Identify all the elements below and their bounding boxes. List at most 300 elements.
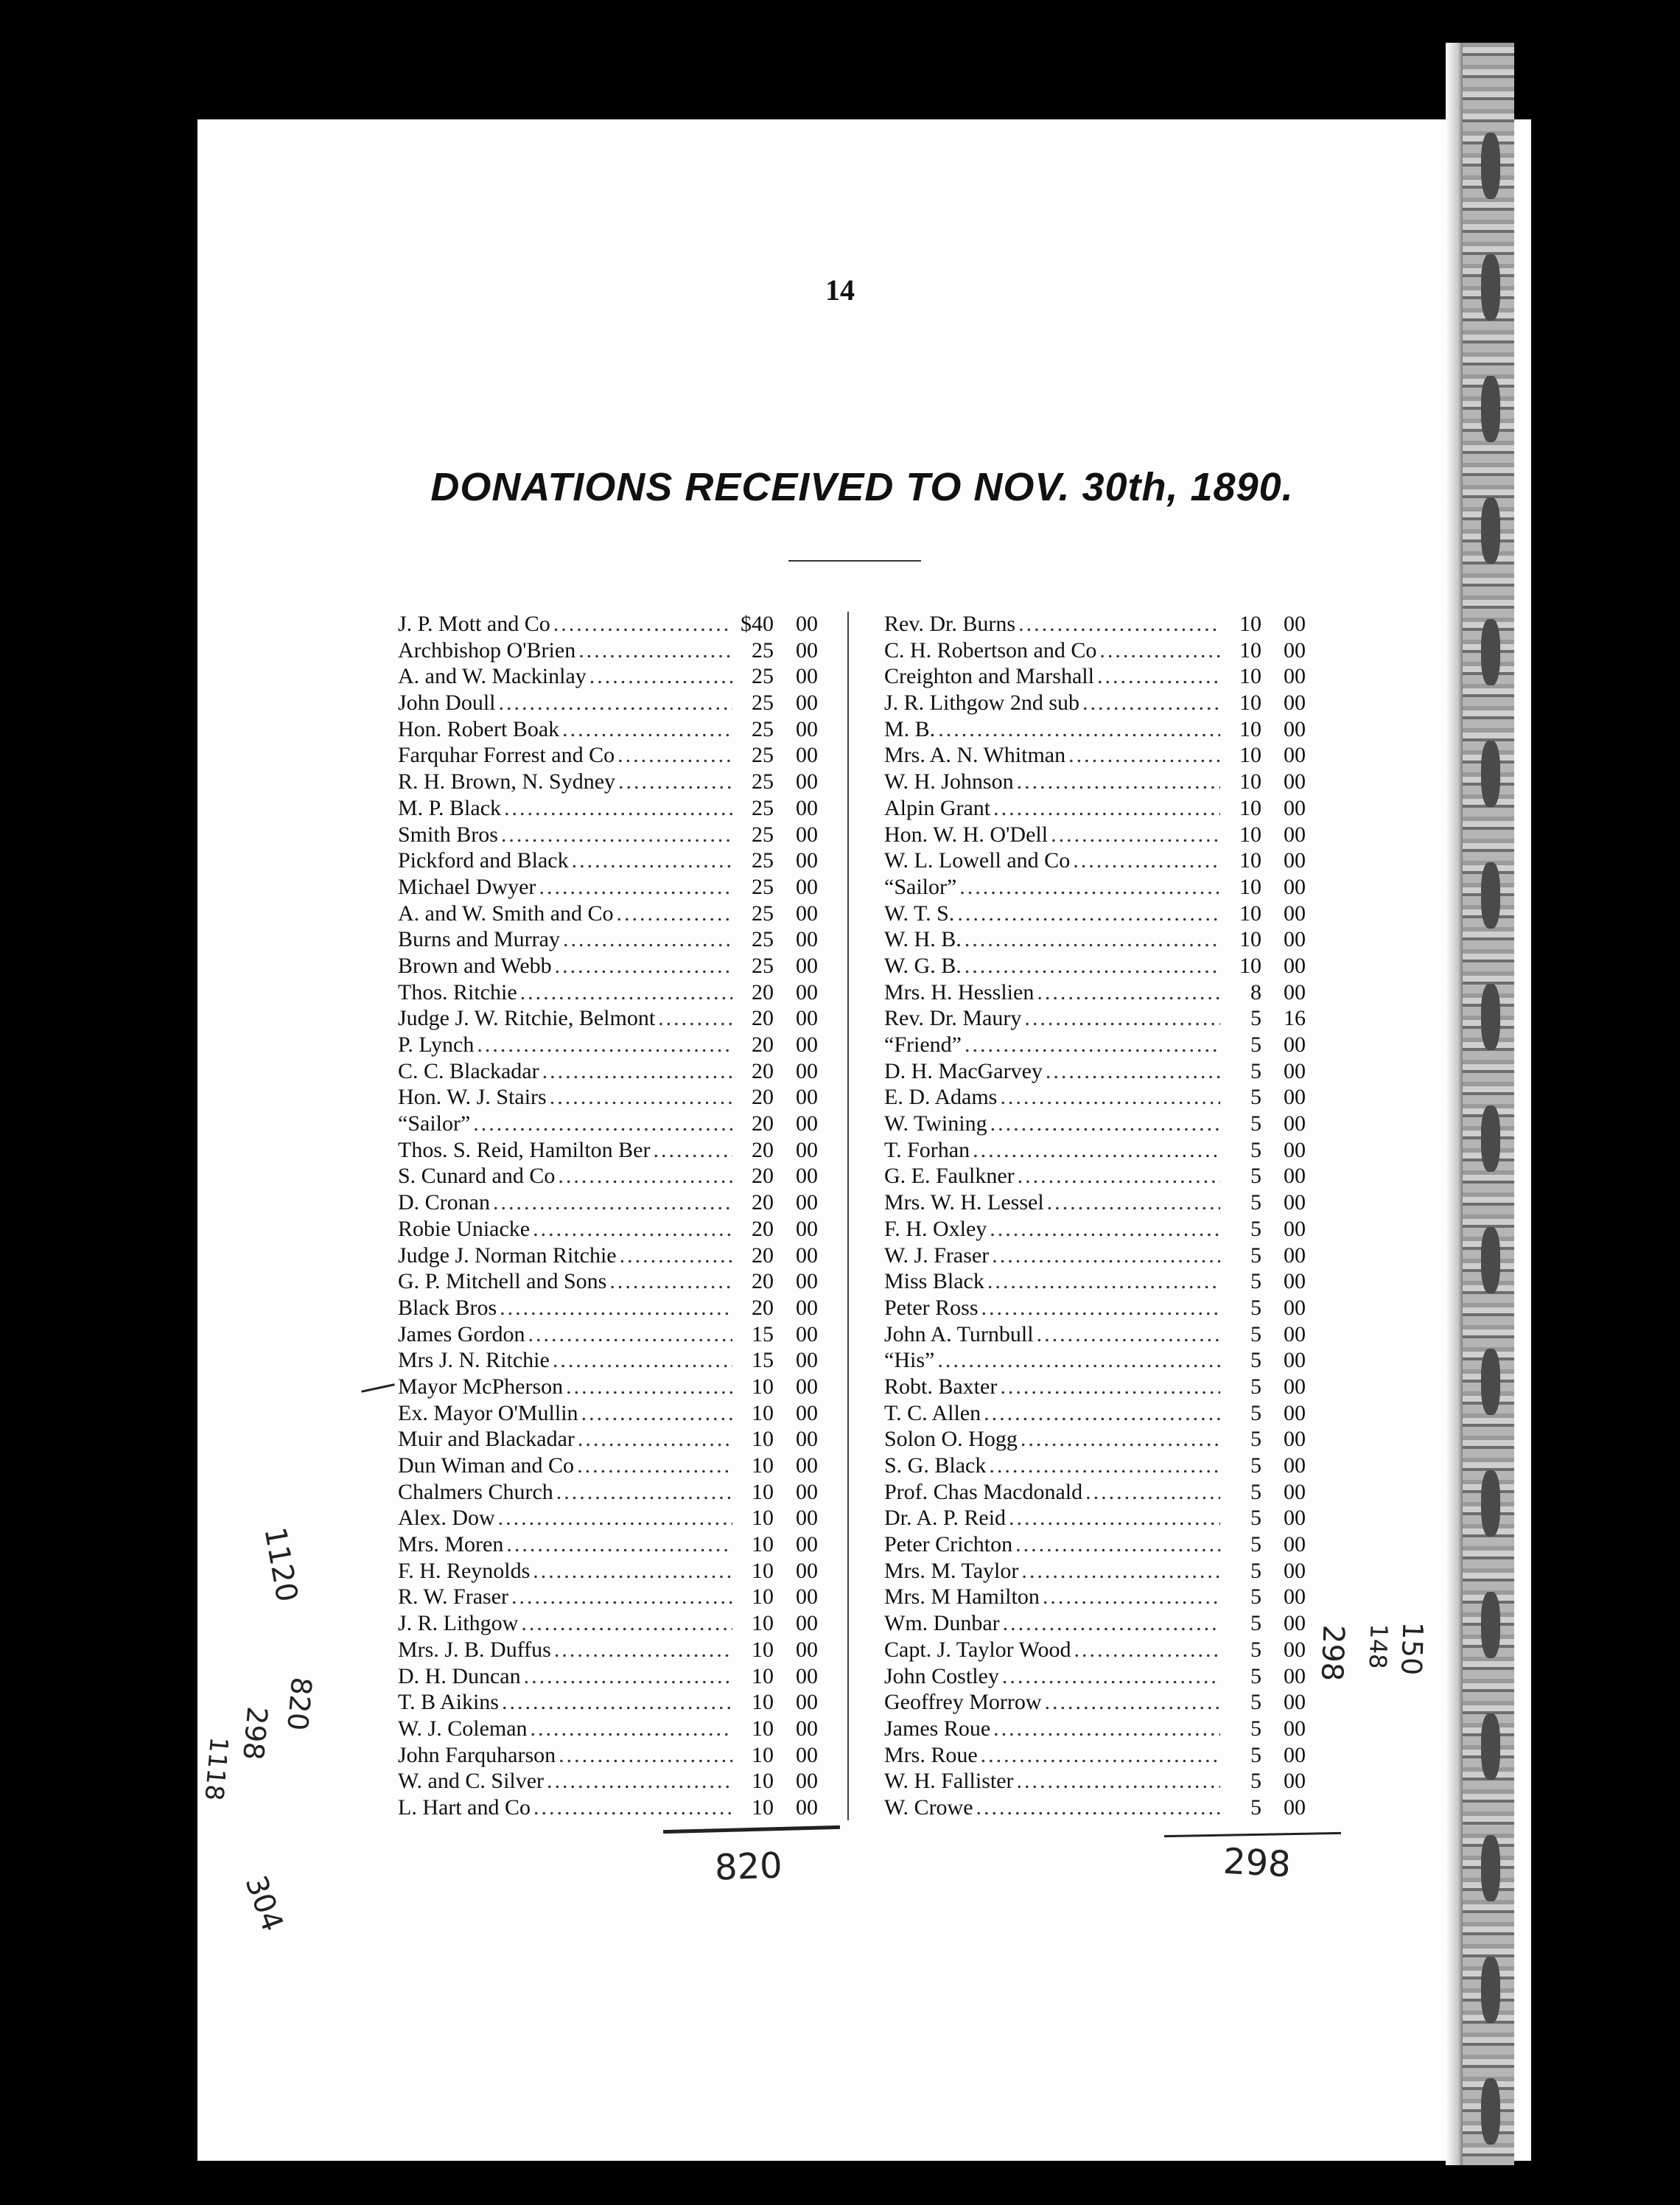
- amount-cents: 00: [1284, 1611, 1306, 1636]
- leader-dots: [938, 717, 1220, 742]
- leader-dots: [473, 1111, 732, 1136]
- donations-right-column: [884, 612, 1306, 1822]
- amount-dollars: 25: [752, 691, 774, 716]
- page-title: DONATIONS RECEIVED TO NOV. 30th, 1890.: [430, 465, 1294, 509]
- leader-dots: [531, 1716, 732, 1741]
- donation-row: [398, 769, 818, 796]
- donor-name: Rev. Dr. Maury: [884, 1006, 1022, 1031]
- donor-name: C. H. Robertson and Co: [884, 637, 1097, 663]
- binding-stitch: [1481, 1957, 1500, 2023]
- leader-dots: [553, 612, 732, 637]
- amount-cents: 00: [796, 1243, 818, 1268]
- amount-dollars: 10: [752, 1453, 774, 1478]
- amount-dollars: 20: [752, 979, 774, 1004]
- amount-dollars: 10: [1239, 612, 1261, 636]
- donation-row: [398, 822, 818, 849]
- donor-name: D. Cronan: [398, 1190, 490, 1215]
- donation-row: [398, 1611, 818, 1638]
- amount-dollars: 10: [752, 1427, 774, 1452]
- donation-row: [884, 1374, 1306, 1401]
- amount-cents: 00: [796, 1427, 818, 1452]
- donation-row: [884, 954, 1306, 980]
- donor-name: Mayor McPherson: [398, 1374, 564, 1399]
- amount-dollars: 5: [1250, 1164, 1261, 1189]
- amount-dollars: 20: [752, 1137, 774, 1162]
- donation-row: [884, 1480, 1306, 1506]
- donor-name: Miss Black: [884, 1269, 984, 1294]
- amount-dollars: 25: [752, 848, 774, 873]
- donor-name: Brown and Webb: [398, 953, 552, 978]
- amount-cents: 00: [796, 1400, 818, 1425]
- donor-name: Chalmers Church: [398, 1479, 553, 1504]
- handwritten-margin-note-g: 148: [1363, 1623, 1393, 1670]
- amount-cents: 00: [1284, 691, 1306, 716]
- donor-name: M. B.: [884, 716, 936, 741]
- donation-amount: [735, 954, 818, 979]
- donation-amount: [735, 1427, 818, 1452]
- leader-dots: [1074, 1638, 1220, 1663]
- donation-row: [398, 1769, 818, 1795]
- leader-dots: [589, 664, 732, 689]
- amount-cents: 00: [1284, 1506, 1306, 1531]
- donation-row: [398, 1006, 818, 1032]
- amount-dollars: 10: [752, 1637, 774, 1662]
- amount-cents: 00: [796, 637, 818, 663]
- leader-dots: [558, 1164, 732, 1189]
- leader-dots: [533, 1795, 732, 1820]
- donor-name: Dr. A. P. Reid: [884, 1506, 1007, 1531]
- donor-name: J. R. Lithgow: [398, 1611, 519, 1636]
- donor-name: Mrs. H. Hesslien: [884, 979, 1035, 1004]
- leader-dots: [1018, 612, 1220, 637]
- donation-amount: [735, 1795, 818, 1820]
- amount-dollars: 25: [752, 874, 774, 899]
- donor-name: A. and W. Mackinlay: [398, 664, 587, 689]
- leader-dots: [566, 1374, 732, 1399]
- donor-name: Wm. Dunbar: [884, 1611, 1000, 1636]
- donation-row: [398, 1032, 818, 1059]
- donor-name: Peter Ross: [884, 1295, 979, 1320]
- donation-row: [884, 875, 1306, 901]
- leader-dots: [617, 901, 732, 926]
- donation-amount: [1223, 1138, 1306, 1163]
- amount-dollars: 5: [1250, 1269, 1261, 1294]
- amount-dollars: 25: [752, 769, 774, 794]
- leader-dots: [993, 796, 1220, 821]
- amount-cents: 00: [796, 612, 818, 636]
- donor-name: Thos. Ritchie: [398, 979, 517, 1004]
- donation-amount: [1223, 743, 1306, 768]
- donation-amount: [1223, 1164, 1306, 1189]
- amount-cents: 00: [796, 1295, 818, 1320]
- donation-row: [398, 664, 818, 691]
- leader-dots: [581, 1401, 732, 1426]
- donation-amount: [735, 1506, 818, 1531]
- amount-cents: 00: [1284, 795, 1306, 820]
- amount-cents: 00: [1284, 769, 1306, 794]
- donation-row: [884, 1190, 1306, 1217]
- amount-cents: 00: [796, 1795, 818, 1820]
- amount-dollars: 10: [1239, 691, 1261, 716]
- amount-dollars: 5: [1250, 1427, 1261, 1452]
- amount-dollars: 10: [752, 1584, 774, 1610]
- donation-amount: [735, 1664, 818, 1689]
- donation-row: [398, 1532, 818, 1559]
- amount-dollars: 10: [752, 1690, 774, 1715]
- donor-name: Mrs. J. B. Duffus: [398, 1637, 551, 1662]
- donation-row: [398, 1243, 818, 1270]
- donor-name: S. Cunard and Co: [398, 1164, 556, 1189]
- donation-amount: [735, 1611, 818, 1636]
- amount-dollars: 20: [752, 1243, 774, 1268]
- donation-row: [884, 980, 1306, 1007]
- donation-row: [398, 1348, 818, 1374]
- donation-row: [884, 1769, 1306, 1795]
- amount-dollars: 25: [752, 716, 774, 741]
- leader-dots: [521, 1611, 732, 1636]
- amount-dollars: 25: [752, 637, 774, 663]
- donation-amount: [1223, 691, 1306, 716]
- donor-name: Hon. W. J. Stairs: [398, 1085, 547, 1110]
- amount-dollars: 20: [752, 1006, 774, 1031]
- amount-dollars: 10: [1239, 637, 1261, 663]
- leader-dots: [506, 1532, 732, 1557]
- donation-amount: [735, 1769, 818, 1794]
- amount-cents: 00: [1284, 1558, 1306, 1583]
- leader-dots: [554, 1638, 732, 1663]
- donation-amount: [1223, 1453, 1306, 1478]
- donation-row: [398, 927, 818, 954]
- donor-name: “Sailor”: [884, 874, 957, 899]
- leader-dots: [1003, 1611, 1220, 1636]
- leader-dots: [539, 875, 732, 900]
- amount-dollars: 5: [1250, 1532, 1261, 1557]
- leader-dots: [1021, 1427, 1220, 1452]
- amount-cents: 00: [1284, 1453, 1306, 1478]
- amount-cents: 00: [1284, 1532, 1306, 1557]
- donation-row: [398, 1138, 818, 1164]
- donation-amount: [1223, 1059, 1306, 1084]
- donation-row: [398, 1690, 818, 1716]
- amount-cents: 00: [796, 1085, 818, 1110]
- donor-name: R. H. Brown, N. Sydney: [398, 769, 616, 794]
- leader-dots: [493, 1190, 732, 1215]
- donation-row: [398, 1795, 818, 1822]
- amount-dollars: 20: [752, 1032, 774, 1057]
- leader-dots: [1021, 1559, 1220, 1584]
- donation-row: [884, 1690, 1306, 1716]
- leader-dots: [1015, 1532, 1220, 1557]
- amount-dollars: 10: [1239, 664, 1261, 689]
- donation-row: [398, 901, 818, 928]
- amount-dollars: 5: [1250, 1742, 1261, 1767]
- leader-dots: [528, 1322, 732, 1347]
- leader-dots: [1000, 1085, 1220, 1110]
- donation-row: [398, 612, 818, 638]
- donor-name: “Sailor”: [398, 1111, 471, 1136]
- amount-cents: 00: [1284, 1663, 1306, 1688]
- amount-cents: 00: [796, 795, 818, 820]
- amount-dollars: 10: [1239, 927, 1261, 952]
- donation-amount: [1223, 1427, 1306, 1452]
- donation-row: [884, 1085, 1306, 1111]
- donor-name: Pickford and Black: [398, 848, 569, 873]
- leader-dots: [959, 875, 1220, 900]
- amount-cents: 00: [796, 953, 818, 978]
- leader-dots: [477, 1032, 732, 1058]
- donation-amount: [1223, 1611, 1306, 1636]
- donation-row: [884, 691, 1306, 717]
- amount-dollars: 10: [1239, 795, 1261, 820]
- donor-name: Alex. Dow: [398, 1506, 495, 1531]
- handwritten-right-total: 298: [1222, 1840, 1292, 1886]
- donation-amount: [1223, 1006, 1306, 1031]
- leader-dots: [620, 1243, 732, 1268]
- leader-dots: [1037, 1322, 1220, 1347]
- leader-dots: [1043, 1584, 1220, 1610]
- donation-amount: [735, 1743, 818, 1768]
- amount-cents: 00: [1284, 743, 1306, 768]
- donor-name: Creighton and Marshall: [884, 664, 1094, 689]
- amount-dollars: 5: [1250, 1506, 1261, 1531]
- amount-cents: 00: [1284, 953, 1306, 978]
- donor-name: “Friend”: [884, 1032, 962, 1057]
- donation-amount: [735, 717, 818, 742]
- amount-cents: 00: [1284, 1427, 1306, 1452]
- amount-cents: 00: [796, 1006, 818, 1031]
- donation-row: [884, 1638, 1306, 1664]
- donation-row: [884, 1453, 1306, 1480]
- amount-dollars: 10: [752, 1769, 774, 1794]
- title-rule: [788, 560, 921, 562]
- donor-name: Capt. J. Taylor Wood: [884, 1637, 1071, 1662]
- donation-amount: [1223, 1559, 1306, 1584]
- amount-cents: 00: [796, 822, 818, 847]
- amount-cents: 00: [796, 1374, 818, 1399]
- amount-dollars: 10: [1239, 769, 1261, 794]
- donation-amount: [1223, 1664, 1306, 1689]
- leader-dots: [1068, 743, 1220, 768]
- donor-name: Muir and Blackadar: [398, 1427, 575, 1452]
- amount-dollars: 5: [1250, 1769, 1261, 1794]
- donor-name: W. G. B.: [884, 953, 962, 978]
- leader-dots: [500, 1296, 732, 1321]
- amount-cents: 00: [796, 1584, 818, 1610]
- donor-name: W. J. Fraser: [884, 1243, 990, 1268]
- donor-name: G. P. Mitchell and Sons: [398, 1269, 607, 1294]
- amount-cents: 00: [1284, 874, 1306, 899]
- amount-cents: 00: [1284, 1479, 1306, 1504]
- donor-name: W. J. Coleman: [398, 1716, 528, 1741]
- amount-cents: 00: [796, 1506, 818, 1531]
- amount-cents: 00: [1284, 901, 1306, 926]
- leader-dots: [609, 1269, 732, 1294]
- amount-cents: 00: [796, 1611, 818, 1636]
- donation-row: [884, 1611, 1306, 1638]
- donation-row: [398, 1401, 818, 1428]
- donor-name: Robie Uniacke: [398, 1216, 531, 1241]
- amount-dollars: 10: [752, 1506, 774, 1531]
- amount-dollars: 20: [752, 1111, 774, 1136]
- donation-row: [884, 1164, 1306, 1190]
- amount-cents: 00: [796, 1637, 818, 1662]
- amount-dollars: 25: [752, 822, 774, 847]
- donor-name: Hon. W. H. O'Dell: [884, 822, 1049, 847]
- column-divider: [847, 612, 849, 1820]
- donation-row: [398, 1322, 818, 1349]
- handwritten-margin-note-h: 298: [1314, 1624, 1351, 1682]
- amount-cents: 00: [1284, 1348, 1306, 1373]
- donation-amount: [1223, 980, 1306, 1005]
- leader-dots: [501, 822, 732, 848]
- donation-amount: [735, 638, 818, 663]
- amount-dollars: 5: [1250, 1584, 1261, 1610]
- leader-dots: [658, 1006, 732, 1031]
- leader-dots: [542, 1059, 732, 1084]
- binding-stitch: [1481, 133, 1500, 199]
- donation-amount: [1223, 901, 1306, 926]
- donation-amount: [1223, 612, 1306, 637]
- leader-dots: [984, 1401, 1220, 1426]
- donor-name: Michael Dwyer: [398, 874, 536, 899]
- amount-dollars: 5: [1250, 1637, 1261, 1662]
- donation-row: [884, 612, 1306, 638]
- donation-amount: [735, 1243, 818, 1268]
- donor-name: R. W. Fraser: [398, 1584, 508, 1610]
- amount-cents: 00: [1284, 1742, 1306, 1767]
- amount-dollars: 25: [752, 927, 774, 952]
- amount-dollars: 20: [752, 1164, 774, 1189]
- donation-row: [398, 980, 818, 1007]
- amount-cents: 00: [1284, 1321, 1306, 1346]
- donation-row: [398, 1559, 818, 1585]
- leader-dots: [990, 1111, 1220, 1136]
- donor-name: Robt. Baxter: [884, 1374, 998, 1399]
- amount-dollars: 5: [1250, 1374, 1261, 1399]
- donation-amount: [1223, 1190, 1306, 1215]
- amount-dollars: 25: [752, 901, 774, 926]
- amount-dollars: 5: [1250, 1795, 1261, 1820]
- donation-row: [884, 1059, 1306, 1086]
- amount-cents: 00: [796, 1032, 818, 1057]
- leader-dots: [572, 848, 732, 873]
- donor-name: T. B Aikins: [398, 1690, 499, 1715]
- donation-row: [398, 638, 818, 665]
- amount-dollars: 25: [752, 795, 774, 820]
- donation-row: [398, 1743, 818, 1769]
- leader-dots: [533, 1559, 732, 1584]
- donation-amount: [1223, 1480, 1306, 1505]
- donor-name: F. H. Reynolds: [398, 1558, 531, 1583]
- donation-row: [884, 1506, 1306, 1532]
- donation-amount: [1223, 769, 1306, 794]
- amount-dollars: 5: [1250, 1716, 1261, 1741]
- donation-row: [884, 1296, 1306, 1322]
- donation-amount: [1223, 1769, 1306, 1794]
- amount-dollars: 5: [1250, 1453, 1261, 1478]
- donation-amount: [735, 796, 818, 821]
- donation-amount: [1223, 1032, 1306, 1058]
- donation-row: [398, 1085, 818, 1111]
- amount-dollars: 20: [752, 1295, 774, 1320]
- donor-name: M. P. Black: [398, 795, 502, 820]
- amount-dollars: 5: [1250, 1321, 1261, 1346]
- donation-amount: [1223, 1296, 1306, 1321]
- amount-dollars: 5: [1250, 1137, 1261, 1162]
- amount-cents: 00: [1284, 848, 1306, 873]
- donation-row: [884, 743, 1306, 769]
- donation-amount: [1223, 848, 1306, 873]
- donor-name: F. H. Oxley: [884, 1216, 987, 1241]
- amount-cents: 00: [796, 1558, 818, 1583]
- donor-name: Mrs. W. H. Lessel: [884, 1190, 1044, 1215]
- amount-dollars: 5: [1250, 1058, 1261, 1083]
- leader-dots: [1002, 1664, 1220, 1689]
- leader-dots: [1073, 848, 1220, 873]
- donation-row: [398, 1190, 818, 1217]
- leader-dots: [550, 1085, 732, 1110]
- donation-row: [884, 1243, 1306, 1270]
- donation-row: [884, 1743, 1306, 1769]
- amount-dollars: 10: [752, 1716, 774, 1741]
- leader-dots: [1051, 822, 1220, 848]
- amount-dollars: 25: [752, 953, 774, 978]
- amount-cents: 00: [1284, 1795, 1306, 1820]
- donation-amount: [1223, 796, 1306, 821]
- donation-amount: [1223, 1374, 1306, 1399]
- amount-cents: 00: [1284, 1295, 1306, 1320]
- binding-stitch: [1481, 1105, 1500, 1172]
- amount-dollars: 5: [1250, 1611, 1261, 1636]
- amount-dollars: 10: [752, 1400, 774, 1425]
- leader-dots: [520, 980, 732, 1005]
- donor-name: T. C. Allen: [884, 1400, 981, 1425]
- leader-dots: [1024, 1006, 1220, 1031]
- donation-row: [398, 1296, 818, 1322]
- donation-row: [884, 1795, 1306, 1822]
- amount-cents: 00: [1284, 1690, 1306, 1715]
- donation-row: [398, 1269, 818, 1296]
- leader-dots: [618, 769, 732, 794]
- donation-row: [884, 1006, 1306, 1032]
- amount-cents: 00: [796, 1479, 818, 1504]
- donation-row: [398, 1427, 818, 1453]
- donation-amount: [735, 1032, 818, 1058]
- amount-cents: 00: [1284, 1716, 1306, 1741]
- leader-dots: [1017, 769, 1220, 794]
- donor-name: Judge J. W. Ritchie, Belmont: [398, 1006, 656, 1031]
- amount-dollars: 10: [1239, 743, 1261, 768]
- donation-amount: [1223, 1638, 1306, 1663]
- donation-amount: [1223, 954, 1306, 979]
- donation-amount: [1223, 1401, 1306, 1426]
- donation-row: [884, 1217, 1306, 1243]
- amount-cents: 00: [796, 1216, 818, 1241]
- donation-amount: [1223, 1743, 1306, 1768]
- leader-dots: [1047, 1190, 1220, 1215]
- amount-dollars: 10: [1239, 822, 1261, 847]
- amount-cents: 00: [1284, 927, 1306, 952]
- amount-dollars: 10: [752, 1795, 774, 1820]
- donation-amount: [735, 1453, 818, 1478]
- donor-name: Archbishop O'Brien: [398, 637, 576, 663]
- binding-stitch: [1481, 1835, 1500, 1901]
- donor-name: E. D. Adams: [884, 1085, 998, 1110]
- donation-amount: [735, 1164, 818, 1189]
- donation-amount: [1223, 1795, 1306, 1820]
- leader-dots: [1085, 1480, 1220, 1505]
- amount-dollars: 5: [1250, 1085, 1261, 1110]
